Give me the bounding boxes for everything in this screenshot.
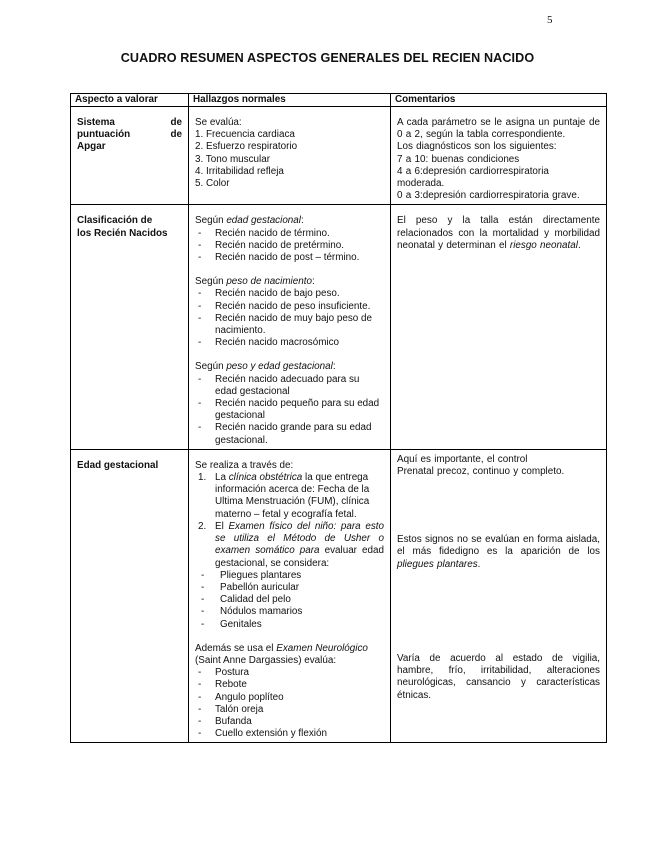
list-item: - Angulo poplíteo (198, 691, 284, 703)
comment-text: A cada parámetro se le asigna un puntaje de 0 a 2, según la tabla correspondiente. (397, 117, 600, 141)
findings-cell (189, 107, 391, 205)
group-heading: Según peso de nacimiento: (195, 276, 315, 288)
list-item: - Recién nacido de pretérmino. (198, 239, 344, 251)
neuro-signs-list (195, 667, 384, 740)
findings-cell (189, 205, 391, 449)
list-item: - Postura (198, 667, 250, 679)
comment-line: 7 a 10: buenas condiciones (397, 153, 520, 165)
list-item: 1. Frecuencia cardiaca (195, 129, 295, 141)
aspect-label: Edad gestacional (77, 459, 159, 471)
aspect-cell (71, 449, 189, 742)
comment-line: 4 a 6:depresión cardiorrespiratoria (397, 165, 549, 177)
aspect-label: puntuación de (77, 129, 182, 141)
classification-list (195, 374, 384, 447)
header-comentarios: Comentarios (391, 94, 607, 107)
table-header-row (71, 94, 607, 107)
neuro-intro: Además se usa el Examen Neurológico (Saint Anne Dargassies) evalúa: (195, 642, 368, 666)
comment-line: 0 a 3:depresión cardiorrespiratoria grave. (397, 190, 580, 202)
comment-line: Aquí es importante, el control (397, 453, 528, 465)
findings-intro: Se evalúa: (195, 117, 242, 128)
list-item: - Recién nacido de muy bajo peso de nacimiento. (198, 312, 373, 337)
comment-line: Prenatal precoz, continuo y completo. (397, 466, 565, 478)
comment-cell (391, 205, 607, 449)
list-item: - Pliegues plantares (201, 569, 302, 581)
page-number: 5 (547, 14, 553, 26)
list-item: - Rebote (198, 679, 247, 691)
method-list (195, 472, 384, 570)
comment-cell (391, 449, 607, 742)
list-item: - Recién nacido de peso insuficiente. (198, 300, 371, 312)
table-row-apgar (71, 107, 607, 205)
list-item: - Cuello extensión y flexión (198, 728, 327, 740)
aspect-cell (71, 205, 189, 449)
group-heading: Según edad gestacional: (195, 215, 304, 227)
list-item: - Recién nacido de término. (198, 227, 330, 239)
list-item: 2. El Examen físico del niño: para esto se utiliza el Método de Usher o examen somático para evaluar edad gestacional, se considera: (198, 520, 384, 569)
comment-text: El peso y la talla están directamente relacionados con la mortalidad y morbilidad neonatal y determinan el riesgo neonatal. (397, 215, 600, 251)
list-item: 4. Irritabilidad refleja (195, 165, 284, 177)
list-item: - Recién nacido de bajo peso. (198, 288, 340, 300)
summary-table (70, 93, 607, 743)
table-row-clasificacion (71, 205, 607, 449)
classification-list (195, 228, 384, 265)
group-heading: Según peso y edad gestacional: (195, 361, 336, 373)
list-item: - Bufanda (198, 715, 252, 727)
list-item: - Recién nacido macrosómico (198, 337, 340, 349)
page-title: CUADRO RESUMEN ASPECTOS GENERALES DEL RECIEN NACIDO (120, 51, 535, 65)
list-item: - Pabellón auricular (201, 581, 300, 593)
list-item: - Genitales (201, 618, 262, 630)
comment-line: moderada. (397, 178, 445, 190)
list-item: - Recién nacido grande para su edad gestacional. (198, 422, 372, 446)
list-item: - Recién nacido de post – término. (198, 252, 360, 264)
list-item: 5. Color (195, 178, 230, 190)
findings-cell (189, 449, 391, 742)
list-item: 2. Esfuerzo respiratorio (195, 141, 298, 153)
findings-intro: Se realiza a través de: (195, 459, 294, 471)
aspect-label: Apgar (77, 141, 106, 153)
list-item: - Recién nacido pequeño para su edad gestacional (198, 398, 380, 422)
list-item: 3. Tono muscular (195, 153, 271, 165)
header-hallazgos: Hallazgos normales (189, 94, 391, 107)
comment-text: Estos signos no se evalúan en forma aislada, el más fidedigno es la aparición de los pliegues plantares. (397, 534, 600, 570)
aspect-label: Clasificación de (77, 215, 153, 227)
comment-cell (391, 107, 607, 205)
classification-list (195, 288, 384, 349)
comment-text: Varía de acuerdo al estado de vigilia, hambre, frío, irritabilidad, alteraciones neurológicas, cansancio y características étnicas. (397, 652, 600, 701)
list-item: - Talón oreja (198, 703, 264, 715)
somatic-signs-list (195, 570, 384, 631)
list-item: - Calidad del pelo (201, 594, 291, 606)
table-row-edad-gestacional (71, 449, 607, 742)
aspect-label: los Recién Nacidos (77, 227, 168, 239)
list-item: - Recién nacido adecuado para su edad gestacional (198, 373, 360, 397)
comment-line: Los diagnósticos son los siguientes: (397, 141, 557, 153)
list-item: - Nódulos mamarios (201, 606, 303, 618)
aspect-label: Sistema de (77, 117, 182, 128)
aspect-cell (71, 107, 189, 205)
header-aspecto: Aspecto a valorar (71, 94, 189, 107)
list-item: 1. La clínica obstétrica la que entrega información acerca de: Fecha de la Ultima Menstruación (FUM), clínica materno – fetal y ecografía fetal. (198, 472, 370, 520)
